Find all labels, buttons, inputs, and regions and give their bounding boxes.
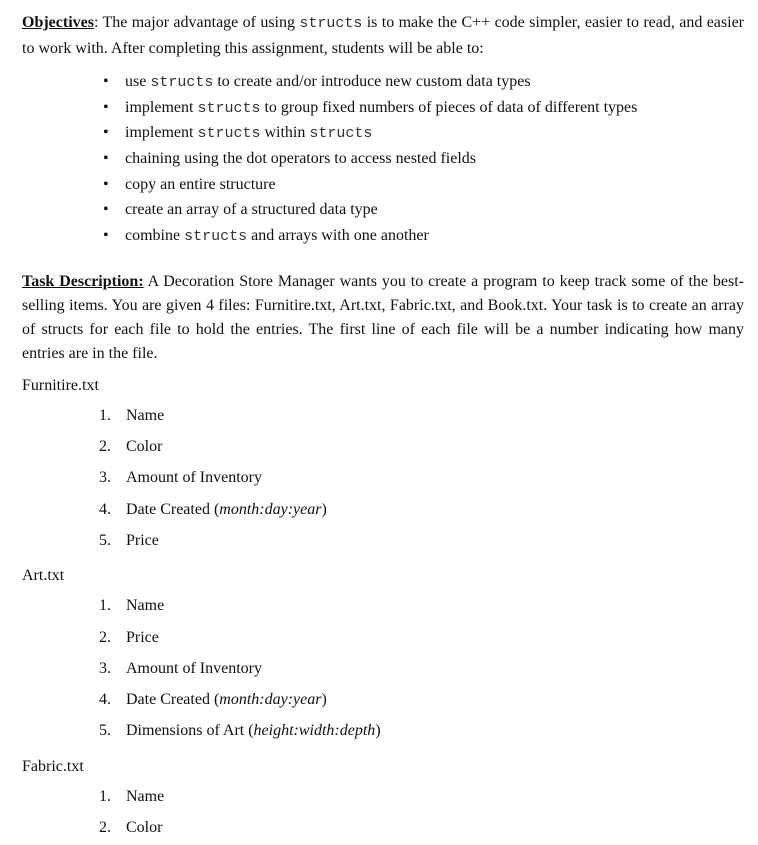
task-section	[22, 270, 744, 366]
task-heading: Task Description:	[22, 272, 144, 290]
inline-code: structs	[197, 99, 261, 117]
field-label: Name	[126, 406, 165, 424]
field-label: Name	[126, 597, 165, 615]
field-number: 1.	[99, 406, 111, 424]
bullet-icon: •	[103, 98, 109, 116]
field-format-hint: height:width:depth	[253, 722, 376, 740]
field-number: 2.	[99, 819, 111, 837]
field-number: 1.	[99, 597, 111, 615]
field-number: 4.	[99, 500, 111, 518]
objectives-paragraph	[22, 10, 744, 61]
field-format-hint: month:day:year	[219, 500, 322, 518]
file-section-furniture	[22, 374, 744, 556]
field-item	[22, 653, 744, 684]
objective-text: to group fixed numbers of pieces of data of different types	[260, 98, 638, 116]
objective-text: implement	[125, 98, 198, 116]
inline-code: structs	[309, 125, 373, 143]
field-label: Date Created	[126, 691, 214, 709]
objective-item	[22, 120, 744, 146]
objective-item	[22, 146, 744, 172]
bullet-icon: •	[103, 201, 109, 219]
file-section-art	[22, 564, 744, 746]
task-body: A Decoration Store Manager wants you to create a program to keep track some of the best-selling items. You are given 4 files: Furnitire.txt, Art.txt, Fabric.txt, and Book.txt. Your task is to create an array of structs for each file to hold the entries. The first line of each file will be a number indicating how many entries are in the file.	[22, 272, 744, 362]
document-page	[22, 10, 744, 843]
field-label: Amount of Inventory	[126, 659, 262, 677]
field-item	[22, 462, 744, 493]
bullet-icon: •	[103, 73, 109, 90]
objectives-intro-text-2: is to make the C++ code simpler, easier to read, and easier to work with. After completing this assignment, students will be able to:	[22, 14, 744, 57]
objective-text: copy an entire structure	[125, 175, 276, 193]
inline-code: structs	[150, 74, 214, 91]
objective-text: combine	[125, 227, 185, 245]
field-list	[22, 590, 744, 746]
objective-item	[22, 223, 744, 249]
objective-text: and arrays with one another	[247, 227, 429, 245]
bullet-icon: •	[103, 124, 109, 142]
field-label: Date Created	[126, 500, 214, 518]
objectives-heading: Objectives	[22, 14, 94, 31]
inline-code: structs	[197, 125, 261, 143]
field-number: 2.	[99, 438, 111, 456]
field-item: 4. Date Created (month:day:year)	[22, 494, 744, 525]
bullet-icon: •	[103, 227, 109, 245]
field-item	[22, 525, 744, 556]
field-number: 4.	[99, 691, 111, 709]
field-item	[22, 400, 744, 431]
field-number: 3.	[99, 659, 111, 677]
field-list	[22, 400, 744, 556]
field-label: Color	[126, 819, 163, 837]
field-item	[22, 590, 744, 621]
field-number: 2.	[99, 628, 111, 646]
field-item	[22, 812, 744, 843]
field-label: Price	[126, 532, 159, 549]
objective-item	[22, 172, 744, 198]
objective-text: to create and/or introduce new custom data types	[213, 73, 531, 90]
inline-code: structs	[299, 15, 363, 32]
field-number: 5.	[99, 532, 111, 549]
file-name: Art.txt	[22, 567, 65, 585]
field-label: Amount of Inventory	[126, 469, 262, 487]
objective-item	[22, 197, 744, 223]
field-number: 5.	[99, 722, 111, 740]
field-item	[22, 781, 744, 812]
inline-code: structs	[184, 228, 248, 246]
field-list	[22, 781, 744, 844]
field-item	[22, 431, 744, 462]
objective-item	[22, 95, 744, 121]
objective-text: chaining using the dot operators to access nested fields	[125, 150, 477, 168]
field-item: 5. Dimensions of Art (height:width:depth)	[22, 715, 744, 746]
field-label: Dimensions of Art	[126, 722, 249, 740]
file-name: Furnitire.txt	[22, 376, 99, 394]
file-name: Fabric.txt	[22, 757, 84, 775]
objective-text: create an array of a structured data type	[125, 201, 378, 219]
field-number: 1.	[99, 787, 111, 805]
bullet-icon: •	[103, 150, 109, 168]
field-item: 4. Date Created (month:day:year)	[22, 684, 744, 715]
objective-item	[22, 69, 744, 95]
field-label: Name	[126, 787, 165, 805]
field-item	[22, 622, 744, 653]
field-format-hint: month:day:year	[219, 691, 322, 709]
task-paragraph	[22, 270, 744, 366]
objective-text: within	[260, 124, 310, 142]
file-section-fabric	[22, 755, 744, 844]
bullet-icon: •	[103, 175, 109, 193]
objective-text: use	[125, 73, 151, 90]
objectives-section	[22, 10, 744, 249]
field-label: Price	[126, 628, 159, 646]
field-number: 3.	[99, 469, 111, 487]
objectives-list	[22, 69, 744, 249]
field-label: Color	[126, 438, 163, 456]
objectives-intro-text: : The major advantage of using	[93, 14, 300, 31]
objective-text: implement	[125, 124, 198, 142]
